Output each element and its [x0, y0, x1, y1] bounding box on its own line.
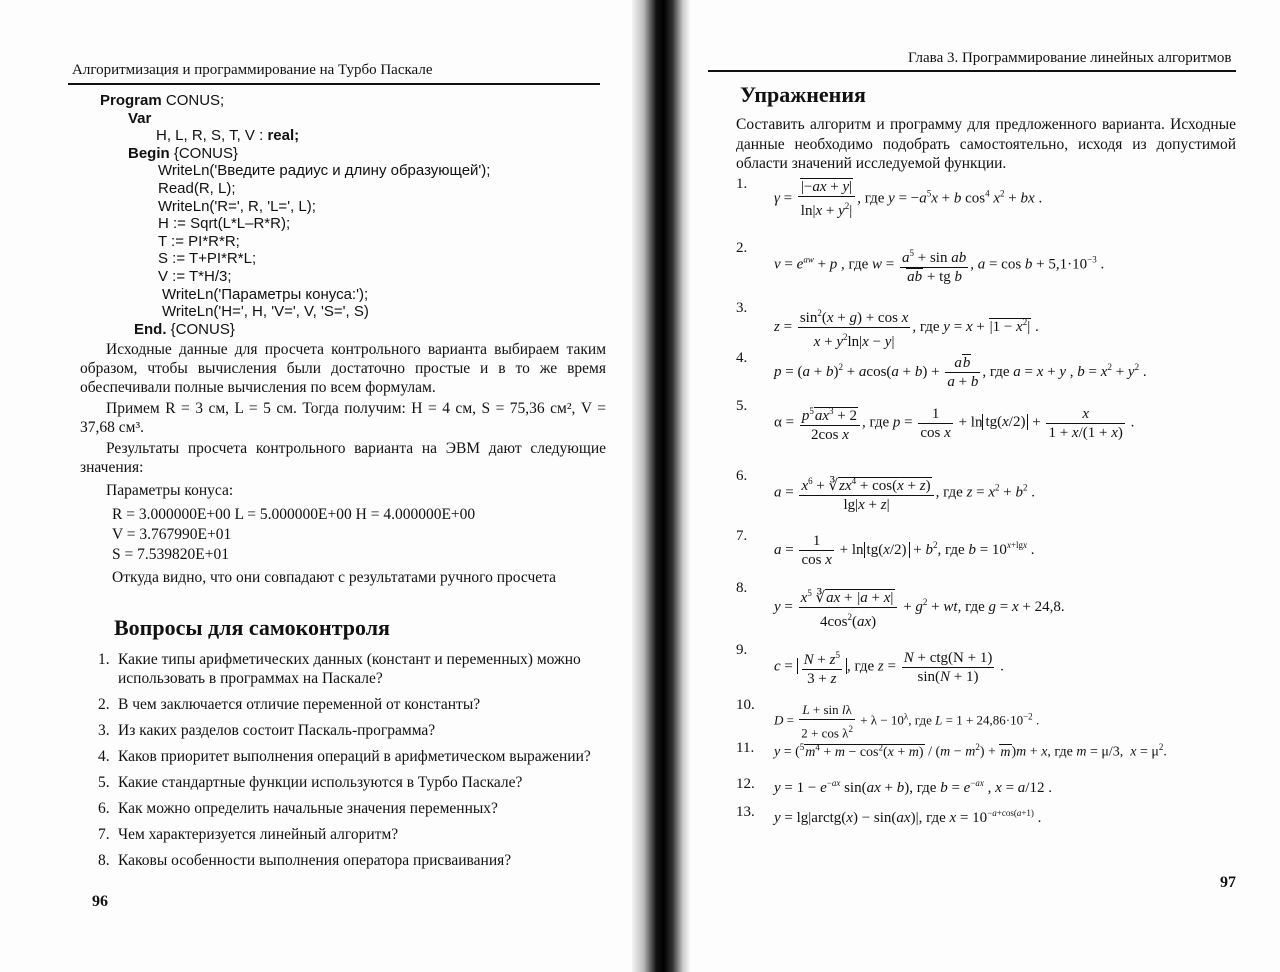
exercise-5: [736, 398, 1246, 462]
exercise-number: 3.: [736, 300, 748, 316]
exercise-number: 7.: [736, 528, 748, 544]
section-heading: Упражнения: [740, 82, 866, 107]
exercise-number: 9.: [736, 642, 748, 658]
exercise-number: 8.: [736, 580, 748, 596]
exercise-intro: Составить алгоритм и программу для предложенного варианта. Исходные данные необходимо подобрать самостоятельно, исходя из допустимой области значений исследуемой функции.: [736, 116, 1236, 172]
code-line: WriteLn('Параметры конуса:');: [162, 285, 369, 303]
list-item: 4. Каков приоритет выполнения операций в арифметическом выражении?: [98, 748, 591, 765]
exercise-12: [736, 776, 1246, 802]
exercise-3: [736, 300, 1246, 350]
formula: α = $\frac{p^5ax^3 + 2}{\text{2cos x}}$ , где p = $\frac{1}{\text{cos x}}$ + ln tg(x/2) + $\frac{x}{1 + x/(1 + x)}$ .: [774, 402, 1134, 444]
paragraph: Примем R = 3 см, L = 5 см. Тогда получим: H = 4 см, S = 75,36 см², V = 37,68 см³.: [80, 400, 606, 436]
exercise-number: 13.: [736, 804, 755, 820]
exercise-11: [736, 740, 1246, 770]
output-line: S = 7.539820E+01: [112, 546, 229, 563]
left-body-text: [80, 340, 606, 500]
formula: z = $\frac{\sin^2(x + g) + \cos x}{x + y^2\ln|x - y|}$ , где $y = x + |1 - x^2|$ .: [774, 304, 1039, 351]
exercise-number: 11.: [736, 740, 755, 756]
code-line: H := Sqrt(L*L–R*R);: [158, 215, 291, 233]
list-item: 3. Из каких разделов состоит Паскаль-программа?: [98, 722, 436, 739]
right-running-head: Глава 3. Программирование линейных алгоритмов: [908, 50, 1232, 66]
questions-list: [98, 650, 618, 877]
code-line: Begin {CONUS}: [128, 144, 239, 162]
formula: γ = $\frac{|-ax + y|}{\ln|x + y^2|}$ , где $y = -a^5x + b$ $\cos^4 x^2$ + bx .: [774, 179, 1043, 219]
formula: a = $\frac{x^6 + ∛zx^4 + \cos(x + z)}{\lg|x + z|}$ , где $z = x^2 + b^2$ .: [774, 472, 1035, 514]
exercise-7: [736, 528, 1246, 576]
exercise-number: 10.: [736, 697, 755, 713]
exercise-4: [736, 350, 1246, 396]
list-item: 5. Какие стандартные функции используются в Турбо Паскале?: [98, 774, 523, 791]
left-running-head: Алгоритмизация и программирование на Турбо Паскале: [72, 62, 433, 78]
formula: $v = e^{aw} + p$ , где w = $\frac{a^5 + \sin ab}{\text{ab + tg b}}$ , $a = \cos b + 5,1\cdot 10^{-3}$ .: [774, 244, 1104, 286]
output-line: R = 3.000000E+00 L = 5.000000E+00 H = 4.000000E+00: [112, 506, 476, 523]
formula: $p = (a + b)^2 + acos(a + b)$ + $\frac{ab}{a + b}$ , где a = x + y , $b = x^2 + y^2$ .: [774, 355, 1147, 390]
code-line: Read(R, L);: [158, 179, 236, 197]
left-header-rule: [68, 83, 600, 85]
list-item: 2. В чем заключается отличие переменной от константы?: [98, 696, 481, 713]
exercise-8: [736, 580, 1246, 636]
formula: c = $\frac{N + z^5}{3 + z}$ , где z = $\frac{\text{N + ctg(N + 1)}}{\sin(N + 1)}$ .: [774, 646, 1004, 688]
formula: $y = 1 - e^{-ax}$ sin(ax + b), где $b = e^{-ax}$ , x = a/12 .: [774, 778, 1052, 796]
code-line: Var: [128, 109, 152, 127]
code-line: WriteLn('R=', R, 'L=', L);: [158, 197, 316, 215]
code-line: WriteLn('Введите радиус и длину образующей');: [158, 162, 491, 180]
exercise-13: [736, 804, 1246, 832]
exercise-number: 6.: [736, 468, 748, 484]
exercise-number: 1.: [736, 176, 748, 192]
list-item: 8. Каковы особенности выполнения оператора присваивания?: [98, 852, 512, 869]
program-output: [112, 505, 612, 565]
book-spine-shadow: [632, 0, 690, 972]
exercise-number: 2.: [736, 240, 748, 256]
list-item: 6. Как можно определить начальные значения переменных?: [98, 800, 498, 817]
exercise-9: [736, 642, 1246, 692]
list-item: 1. Какие типы арифметических данных (констант и переменных) можно использовать в программах на Паскале?: [98, 651, 581, 687]
pascal-code-listing: [100, 92, 540, 338]
formula: a = $\frac{1}{\text{cos x}}$ + $\ln tg(x/2) + b^2$, где $b = 10^{x+lgx}$ .: [774, 533, 1035, 568]
paragraph: Результаты просчета контрольного варианта на ЭВМ дают следующие значения:: [80, 440, 606, 476]
list-item: 7. Чем характеризуется линейный алгоритм?: [98, 826, 399, 843]
paragraph: Исходные данные для просчета контрольного варианта выбираем таким образом, чтобы вычисления были достаточно простые и в то же время обеспечивали полные вычисления по всем формулам.: [80, 341, 606, 396]
exercise-number: 12.: [736, 776, 755, 792]
code-line: V := T*H/3;: [158, 267, 232, 285]
output-line: V = 3.767990E+01: [112, 526, 232, 543]
formula: $y = (^5m^4 + m - \cos^2(x + m) / (m - m^2) + m)m + x$, где m = μ/3, $x = \mu^2$.: [774, 742, 1167, 760]
exercise-6: [736, 468, 1246, 520]
formula: y = $\frac{x^5 ∛ax + |a + x|}{4\cos^2(ax)}$ + $g^2$ + wt, где g = x + 24,8.: [774, 584, 1065, 631]
formula: y = lg|arctg(x) − sin(ax)|, где $x = 10^{-a+cos(a+1)}$ .: [774, 808, 1042, 826]
right-header-rule: [708, 70, 1236, 72]
exercise-2: [736, 240, 1246, 290]
formula: D = $\frac{\text{L + sin lλ}}{2 + \cos \lambda^2}$ + $\lambda - 10^\lambda$, где $L = 1 + 24,86\cdot 10^{-2}$ .: [774, 702, 1040, 741]
code-line: H, L, R, S, T, V : real;: [156, 127, 300, 145]
code-line: WriteLn('H=', H, 'V=', V, 'S=', S): [162, 303, 369, 321]
paragraph: Откуда видно, что они совпадают с результатами ручного просчета: [112, 569, 557, 586]
paragraph: Параметры конуса:: [106, 482, 234, 499]
page-number: 96: [92, 893, 108, 910]
exercise-1: [736, 176, 1246, 226]
exercise-10: [736, 697, 1246, 741]
code-line: S := T+PI*R*L;: [158, 250, 257, 268]
section-heading: Вопросы для самоконтроля: [114, 615, 390, 640]
left-page: [0, 0, 632, 972]
code-line: End. {CONUS}: [134, 320, 235, 338]
exercise-number: 4.: [736, 350, 748, 366]
page-number: 97: [1220, 874, 1236, 891]
code-line: Program CONUS;: [100, 92, 225, 109]
code-line: T := PI*R*R;: [158, 232, 240, 250]
exercise-number: 5.: [736, 398, 748, 414]
